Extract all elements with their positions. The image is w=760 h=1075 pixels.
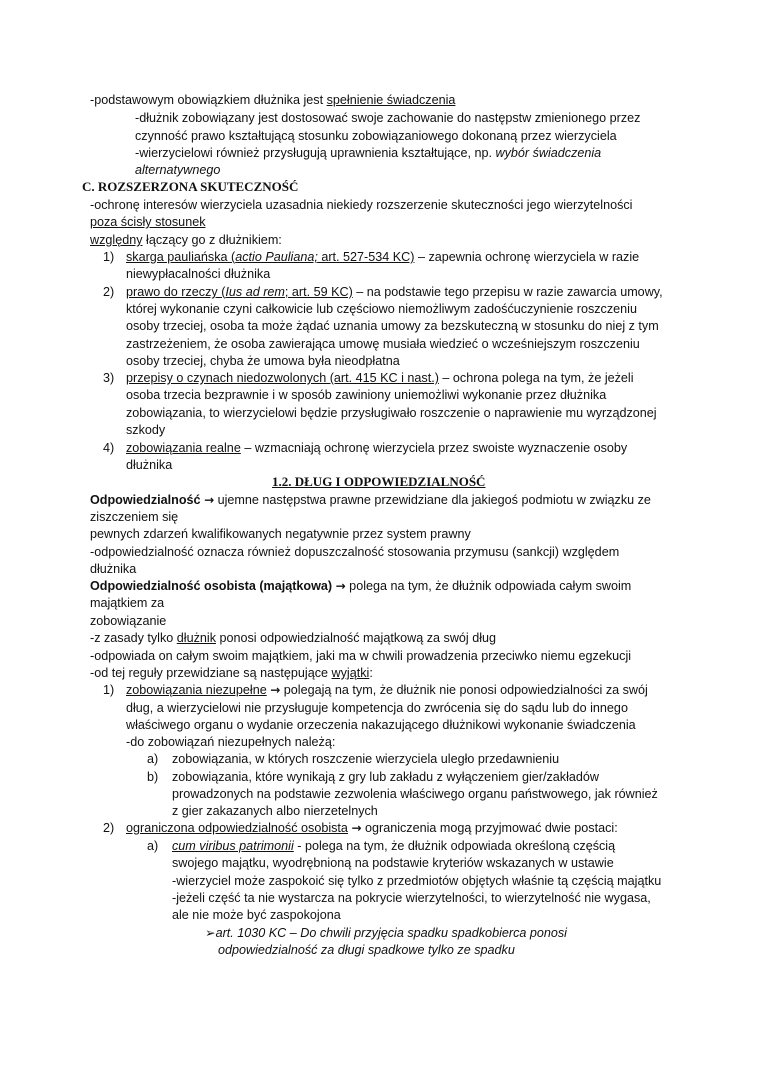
bold-term: Odpowiedzialność osobista (majątkowa) — [90, 579, 333, 593]
text-line — [90, 665, 373, 681]
underlined-term: ; art. 59 KC) — [284, 285, 353, 299]
list-letter: a) — [147, 839, 159, 853]
text-run: -od tej reguły przewidziane są następujące — [90, 666, 332, 680]
section-heading: 1.2. DŁUG I ODPOWIEDZIALNOŚĆ — [272, 474, 486, 489]
text-run: ujemne następstwa prawne przewidziane dla jakiegoś podmiotu w związku ze — [214, 493, 651, 507]
list-number: 1) — [103, 683, 115, 697]
list-letter: a) — [147, 752, 159, 766]
italic-term: actio Pauliana; — [235, 250, 318, 264]
text-run: polegają na tym, że dłużnik nie ponosi odpowiedzialności za swój — [280, 683, 648, 697]
text-run: -podstawowym obowiązkiem dłużnika jest — [90, 93, 327, 107]
list-item — [172, 838, 615, 854]
arrowhead-bullet-icon: ➢ — [205, 926, 216, 940]
text-line: osoba trzecia bezprawnie i w sposób zawiniony uniemożliwi wykonanie przez dłużnika — [126, 388, 607, 402]
text-run: – ochrona polega na tym, że jeżeli — [438, 371, 634, 385]
text-line: właściwego organu o wydanie orzeczenia nakazującego dłużnikowi wykonanie świadczenia — [126, 718, 636, 732]
list-item — [126, 682, 648, 698]
bold-term: Odpowiedzialność — [90, 493, 201, 507]
arrow-right-icon: → — [351, 821, 362, 835]
list-number: 4) — [103, 441, 115, 455]
text-run: – zapewnia ochronę wierzyciela w razie — [414, 250, 640, 264]
text-line — [90, 492, 651, 508]
underlined-term: przepisy o czynach niedozwolonych (art. 415 KC i nast.) — [126, 371, 439, 385]
text-line: -ochronę interesów wierzyciela uzasadnia niekiedy rozszerzenie skuteczności jego wierzytelności — [90, 198, 633, 212]
arrow-right-icon: → — [335, 579, 346, 593]
text-line: odpowiedzialność za długi spadkowe tylko ze spadku — [218, 943, 515, 957]
text-run: ponosi odpowiedzialność majątkową za swój dług — [216, 631, 497, 645]
text-line: dług, a wierzycielowi nie przysługuje kompetencja do zwrócenia się do sądu lub do innego — [126, 701, 628, 715]
list-letter: b) — [147, 770, 159, 784]
text-line: osoby trzeciej, chyba że umowa była nieodpłatna — [126, 354, 400, 368]
text-line: -jeżeli część ta nie wystarcza na pokrycie wierzytelności, to wierzytelność nie wygasa, — [172, 891, 651, 905]
text-line: -odpowiada on całym swoim majątkiem, jaki ma w chwili prowadzenia przeciwko niemu egzekucji — [90, 649, 632, 663]
underlined-term: wyjątki — [331, 666, 370, 680]
list-number: 1) — [103, 250, 115, 264]
text-run: – wzmacniają ochronę wierzyciela przez swoiste wyznaczenie osoby — [240, 441, 628, 455]
text-line: czynność prawo kształtującą stosunku zobowiązaniowego dokonaną przez wierzyciela — [135, 129, 617, 143]
underlined-term: zobowiązania realne — [126, 441, 241, 455]
text-line: której wykonanie czyni całkowicie lub częściowo niemożliwym zadośćuczynienie roszczeniu — [126, 302, 637, 316]
text-run: : — [369, 666, 373, 680]
italic-term: wybór świadczenia — [495, 146, 602, 160]
text-line: dłużnika — [90, 562, 137, 576]
text-line: osoby trzeciej, osoba ta może żądać uznania umowy za bezskuteczną w stosunku do niej z tym — [126, 319, 659, 333]
arrow-right-icon: → — [270, 683, 281, 697]
underlined-term: ograniczona odpowiedzialność osobista — [126, 821, 348, 835]
text-line: -dłużnik zobowiązany jest dostosować swoje zachowanie do następstw zmienionego przez — [135, 111, 641, 125]
text-run: -wierzycielowi również przysługują uprawnienia kształtujące, np. — [135, 146, 496, 160]
text-line: -wierzyciel może zaspokoić się tylko z przedmiotów objętych właśnie tą częścią majątku — [172, 874, 662, 888]
list-item — [126, 284, 663, 300]
text-run: - polega na tym, że dłużnik odpowiada określoną częścią — [293, 839, 616, 853]
underlined-term: spełnienie świadczenia — [326, 93, 456, 107]
text-line: -odpowiedzialność oznacza również dopuszczalność stosowania przymusu (sankcji) względem — [90, 545, 620, 559]
text-line — [90, 630, 496, 646]
italic-quote: art. 1030 KC – Do chwili przyjęcia spadku spadkobierca ponosi — [215, 926, 567, 940]
underlined-term: prawo do rzeczy ( — [126, 285, 226, 299]
text-line: niewypłacalności dłużnika — [126, 267, 271, 281]
list-item — [126, 249, 639, 265]
text-run: ograniczenia mogą przyjmować dwie postaci: — [361, 821, 618, 835]
italic-term: Ius ad rem — [225, 285, 285, 299]
list-item: zobowiązania, w których roszczenie wierzyciela uległo przedawnieniu — [172, 752, 560, 766]
text-line: dłużnika — [126, 458, 173, 472]
text-line — [90, 232, 282, 248]
text-line: szkody — [126, 423, 166, 437]
text-line: -do zobowiązań niezupełnych należą: — [126, 735, 336, 749]
text-run: -z zasady tylko — [90, 631, 177, 645]
text-run: – na podstawie tego przepisu w razie zawarcia umowy, — [352, 285, 663, 299]
text-line: zastrzeżeniem, że osoba zawierająca umowę musiała wiedzieć o wcześniejszym roszczeniu — [126, 337, 640, 351]
list-item — [126, 440, 627, 456]
list-item: zobowiązania, które wynikają z gry lub zakładu z wyłączeniem gier/zakładów — [172, 770, 599, 784]
text-line: zobowiązania, to wierzycielowi będzie przysługiwało roszczenie o naprawienie mu wyrządzonej — [126, 406, 657, 420]
text-line — [90, 92, 455, 108]
text-line: prowadzonych na podstawie zezwolenia właściwego organu państwowego, jak również — [172, 787, 658, 801]
text-line: pewnych zdarzeń kwalifikowanych negatywnie przez system prawny — [90, 527, 471, 541]
text-line: poza ścisły stosunek — [90, 215, 206, 229]
arrow-right-icon: → — [204, 493, 215, 507]
text-line: z gier zakazanych albo nierzetelnych — [172, 804, 378, 818]
list-number: 3) — [103, 371, 115, 385]
text-line: swojego majątku, wyodrębnioną na podstawie kryteriów wskazanych w ustawie — [172, 856, 614, 870]
underlined-term: skarga pauliańska ( — [126, 250, 236, 264]
list-number: 2) — [103, 821, 115, 835]
text-run: łączący go z dłużnikiem: — [142, 233, 282, 247]
text-line: zobowiązanie — [90, 614, 167, 628]
underlined-term: art. 527-534 KC) — [317, 250, 415, 264]
italic-term: cum viribus patrimonii — [172, 839, 294, 853]
underlined-term: względny — [90, 233, 143, 247]
text-line: alternatywnego — [135, 163, 221, 177]
text-run: polega na tym, że dłużnik odpowiada całym swoim — [345, 579, 632, 593]
list-item — [126, 370, 634, 386]
text-line: ziszczeniem się — [90, 510, 179, 524]
section-heading: C. ROZSZERZONA SKUTECZNOŚĆ — [82, 179, 299, 194]
list-number: 2) — [103, 285, 115, 299]
text-line: majątkiem za — [90, 596, 165, 610]
text-line — [90, 578, 631, 594]
text-line: ale nie może być zaspokojona — [172, 908, 341, 922]
list-item — [126, 820, 618, 836]
underlined-term: zobowiązania niezupełne — [126, 683, 267, 697]
text-line — [135, 145, 601, 161]
underlined-term: dłużnik — [176, 631, 216, 645]
text-line — [205, 925, 567, 941]
